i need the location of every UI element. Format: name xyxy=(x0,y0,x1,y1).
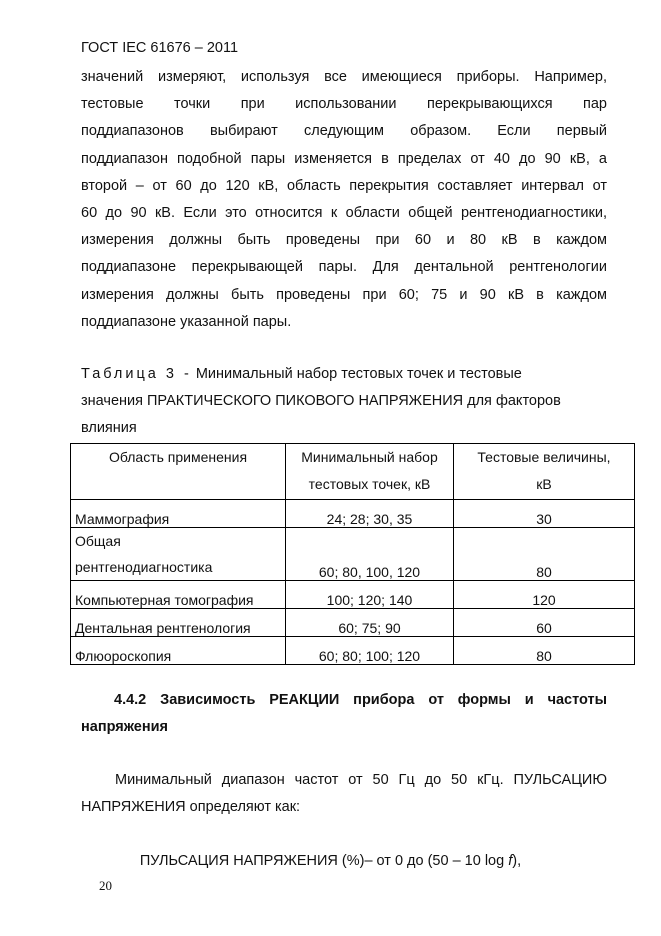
caption-line xyxy=(81,361,621,388)
table-row xyxy=(71,528,635,581)
paragraph-line: поддиапазон подобной пары изменяется в пределах от 40 до 90 кВ, а xyxy=(81,150,607,167)
cell-area: Компьютерная томография xyxy=(71,581,286,609)
paragraph-line: 60 до 90 кВ. Если это относится к области общей рентгенодиагностики, xyxy=(81,204,607,221)
cell-points: 60; 80; 100; 120 xyxy=(286,637,454,665)
cell-area: Флюороскопия xyxy=(71,637,286,665)
section-heading-cont xyxy=(81,714,607,741)
caption-text: Минимальный набор тестовых точек и тестовые xyxy=(195,366,522,382)
header-area: Область применения xyxy=(71,444,286,500)
paragraph-overlap-ranges xyxy=(81,64,607,336)
cell-points: 60; 80, 100, 120 xyxy=(286,528,454,581)
table-row xyxy=(71,609,635,637)
paragraph-line: поддиапазонов выбирают следующим образом. Если первый xyxy=(81,123,607,140)
header-values: Тестовые величины, кВ xyxy=(454,444,635,500)
paragraph-line: значений измеряют, используя все имеющиеся приборы. Например, xyxy=(81,69,607,85)
cell-points: 60; 75; 90 xyxy=(286,609,454,637)
paragraph-line: поддиапазоне перекрывающей пары. Для дентальной рентгенологии xyxy=(81,259,607,276)
paragraph-line: НАПРЯЖЕНИЯ определяют как: xyxy=(81,799,301,815)
page-number: 20 xyxy=(99,878,112,893)
cell-area: Общая рентгенодиагностика xyxy=(71,528,286,581)
section-heading xyxy=(114,687,607,714)
header-points: Минимальный набор тестовых точек, кВ xyxy=(286,444,454,500)
table-label: Таблица 3 - xyxy=(81,366,192,382)
cell-area: Дентальная рентгенология xyxy=(71,609,286,637)
paragraph-line: второй – от 60 до 120 кВ, область перекрытия составляет интервал от xyxy=(81,177,607,194)
cell-values: 80 xyxy=(454,637,635,665)
paragraph-line: поддиапазоне указанной пары. xyxy=(81,313,292,330)
cell-points: 24; 28; 30, 35 xyxy=(286,500,454,528)
ripple-formula: ПУЛЬСАЦИЯ НАПРЯЖЕНИЯ (%)– от 0 до (50 – 10 log f), xyxy=(139,853,522,869)
cell-values: 30 xyxy=(454,500,635,528)
cell-area: Маммография xyxy=(71,500,286,528)
table-row xyxy=(71,637,635,665)
standard-header: ГОСТ IEC 61676 – 2011 xyxy=(81,40,239,56)
table-caption xyxy=(81,361,621,442)
section-line: напряжения xyxy=(81,719,168,735)
paragraph-ripple xyxy=(81,767,607,821)
paragraph-line: измерения должны быть проведены при 60; 75 и 90 кВ в каждом xyxy=(81,286,607,303)
cell-values: 120 xyxy=(454,581,635,609)
table-header-row xyxy=(71,444,635,500)
cell-values: 80 xyxy=(454,528,635,581)
caption-line: значения ПРАКТИЧЕСКОГО ПИКОВОГО НАПРЯЖЕНИЯ для факторов xyxy=(81,393,561,409)
cell-points: 100; 120; 140 xyxy=(286,581,454,609)
table-row xyxy=(71,500,635,528)
table-row xyxy=(71,581,635,609)
paragraph-line: Минимальный диапазон частот от 50 Гц до 50 кГц. ПУЛЬСАЦИЮ xyxy=(115,772,607,788)
cell-values: 60 xyxy=(454,609,635,637)
paragraph-line: измерения должны быть проведены при 60 и 80 кВ в каждом xyxy=(81,232,607,249)
test-points-table xyxy=(70,443,635,665)
caption-line: влияния xyxy=(81,420,137,436)
section-line: 4.4.2 Зависимость РЕАКЦИИ прибора от формы и частоты xyxy=(114,692,607,708)
paragraph-line: тестовые точки при использовании перекрывающихся пар xyxy=(81,96,607,113)
formula-var: f xyxy=(508,853,513,869)
